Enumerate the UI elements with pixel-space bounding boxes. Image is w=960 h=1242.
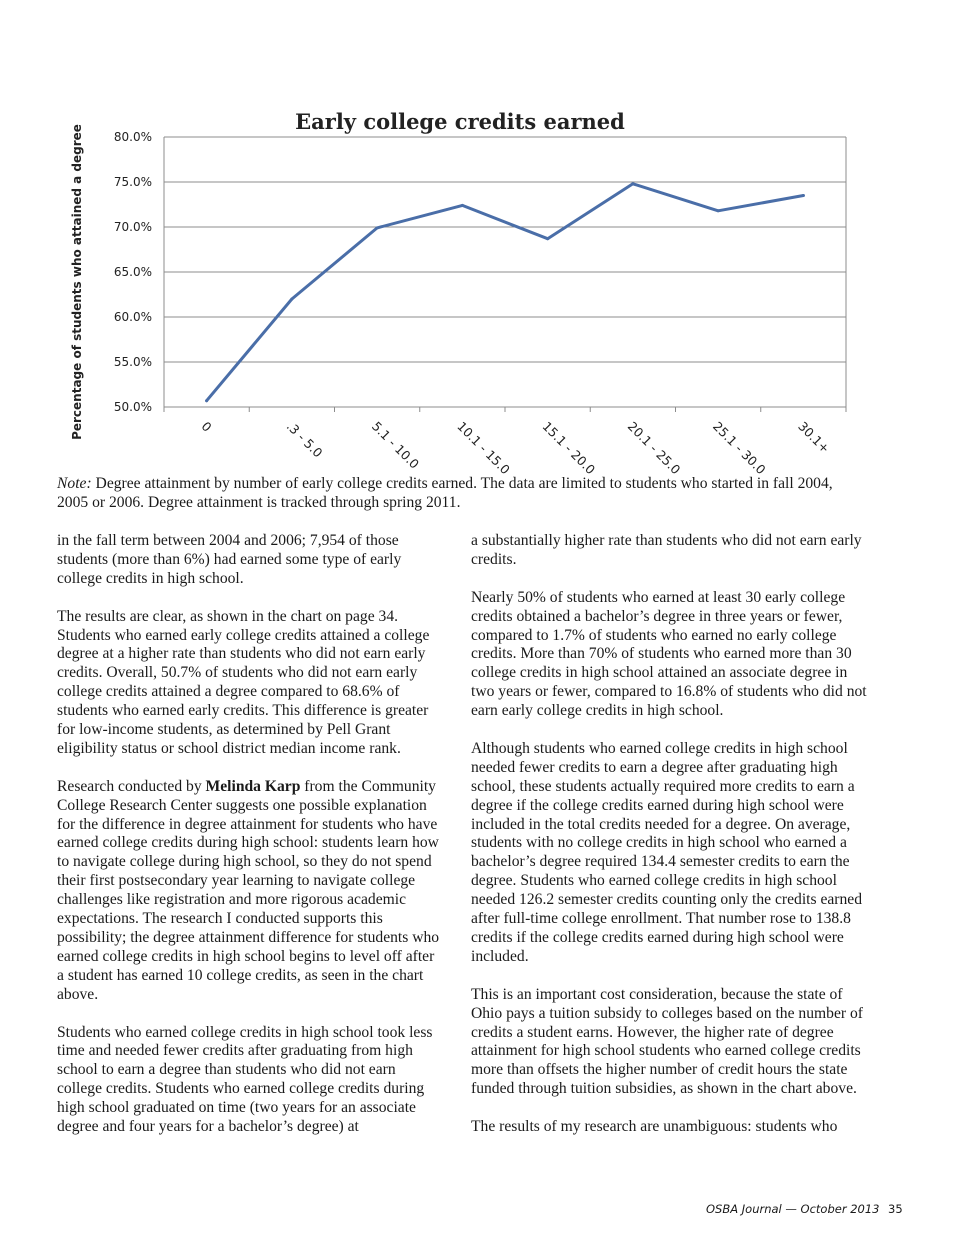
- page-number: 35: [888, 1202, 903, 1216]
- x-tick-label: 0: [198, 418, 215, 435]
- paragraph-text: Research conducted by: [57, 777, 206, 795]
- data-point: [461, 204, 464, 207]
- data-point: [802, 194, 805, 197]
- footer-journal: OSBA Journal — October 2013: [706, 1202, 880, 1216]
- data-point: [290, 298, 293, 301]
- y-tick-labels: [114, 130, 152, 414]
- data-point: [546, 237, 549, 240]
- series-line: [207, 184, 804, 401]
- paragraph: This is an important cost consideration, because the state of Ohio pays a tuition subsidy to colleges based on the number of credits a student earns. However, the higher rate of degree attainment for high school students who earned college credits more than offsets the higher number of credit hours the state funded through tuition subsidies, as shown in the chart above.: [471, 985, 863, 1098]
- paragraph: in the fall term between 2004 and 2006; 7,954 of those students (more than 6%) had earned some type of early college credits in high school.: [57, 532, 402, 587]
- paragraph: Students who earned college credits in high school took less time and needed fewer credits after graduating from high school to earn a degree than students who did not earn college credits. Students who earned college credits during high school graduated on time (two years for an associate degree and four years for a bachelor’s degree) at: [57, 1023, 433, 1136]
- paragraph: The results of my research are unambiguous: students who: [471, 1118, 838, 1136]
- left-column: [57, 532, 442, 1156]
- y-tick-label: 75.0%: [113, 175, 152, 189]
- paragraph: a substantially higher rate than students who did not earn early credits.: [471, 532, 862, 568]
- x-tick-label: .3 - 5.0: [283, 418, 326, 461]
- note-text: Degree attainment by number of early college credits earned. The data are limited to students who started in fall 2004, 2005 or 2006. Degree attainment is tracked through spring 2011.: [57, 475, 833, 511]
- axes: [164, 137, 846, 412]
- paragraph: [57, 778, 442, 1005]
- paragraph-text: from the Community College Research Center suggests one possible explanation for the difference in degree attainment for students who have earned college credits during high school: students learn how to navigate college during high school, so they do not spend their first postsecondary year learning to navigate college challenges like registration and more rigorous academic expectations. The research I conducted supports this possibility; the degree attainment difference for students who earned college credits in high school begins to level off after a student has earned 10 college credits, as seen in the chart above.: [57, 777, 440, 1003]
- data-series: [205, 182, 805, 402]
- x-tick-label: 5.1 - 10.0: [369, 418, 423, 472]
- chart-title: Early college credits earned: [295, 109, 625, 134]
- data-point: [717, 209, 720, 212]
- x-tick-label: 30.1+: [795, 418, 833, 457]
- x-tick-label: 25.1 - 30.0: [710, 418, 769, 478]
- y-tick-label: 50.0%: [113, 400, 152, 414]
- chart: [0, 100, 960, 480]
- y-axis-label: Percentage of students who attained a degree: [70, 124, 84, 440]
- paragraph: The results are clear, as shown in the chart on page 34. Students who earned early college credits attained a college degree at a higher rate than students who did not earn early credits. Overall, 50.7% of students who did not earn early college credits attained a degree compared to 68.6% of students who earned early credits. This difference is greater for low-income students, as determined by Pell Grant eligibility status or school district median income rank.: [57, 607, 430, 757]
- chart-note: [57, 474, 857, 512]
- paragraph: Although students who earned college credits in high school needed fewer credits to earn a degree after graduating high school, these students actually required more credits to earn a degree if the college credits earned during high school were included in the total credits needed for a degree. On average, students with no college credits in high school who earned a bachelor’s degree required 134.4 semester credits to earn the degree. Students who earned college credits in high school needed 126.2 semester credits counting only the credits earned after full-time college enrollment. That number rose to 138.8 credits if the college credits earned during high school were included.: [471, 739, 863, 965]
- right-column: [471, 532, 871, 1156]
- y-tick-label: 60.0%: [113, 310, 152, 324]
- x-tick-label: 15.1 - 20.0: [539, 418, 599, 478]
- y-tick-label: 80.0%: [113, 130, 152, 144]
- data-point: [631, 182, 634, 185]
- x-tick-label: 10.1 - 15.0: [454, 418, 514, 478]
- y-tick-label: 65.0%: [113, 265, 152, 279]
- data-point: [376, 226, 379, 229]
- paragraph: Nearly 50% of students who earned at least 30 early college credits obtained a bachelor’s degree in three years or fewer, compared to 1.7% of students who earned no early college credits. More than 70% of students who earned more than 30 college credits in high school attained an associate degree in two years or fewer, compared to 16.8% of students who did not earn early college credits in high school.: [471, 588, 867, 720]
- data-point: [205, 399, 208, 402]
- x-tick-labels: [199, 419, 833, 478]
- x-tick-label: 20.1 - 25.0: [624, 418, 684, 478]
- note-label: Note:: [57, 475, 92, 492]
- y-tick-label: 55.0%: [113, 355, 152, 369]
- line-chart: [0, 100, 960, 480]
- y-tick-label: 70.0%: [113, 220, 152, 234]
- researcher-name: Melinda Karp: [205, 777, 301, 795]
